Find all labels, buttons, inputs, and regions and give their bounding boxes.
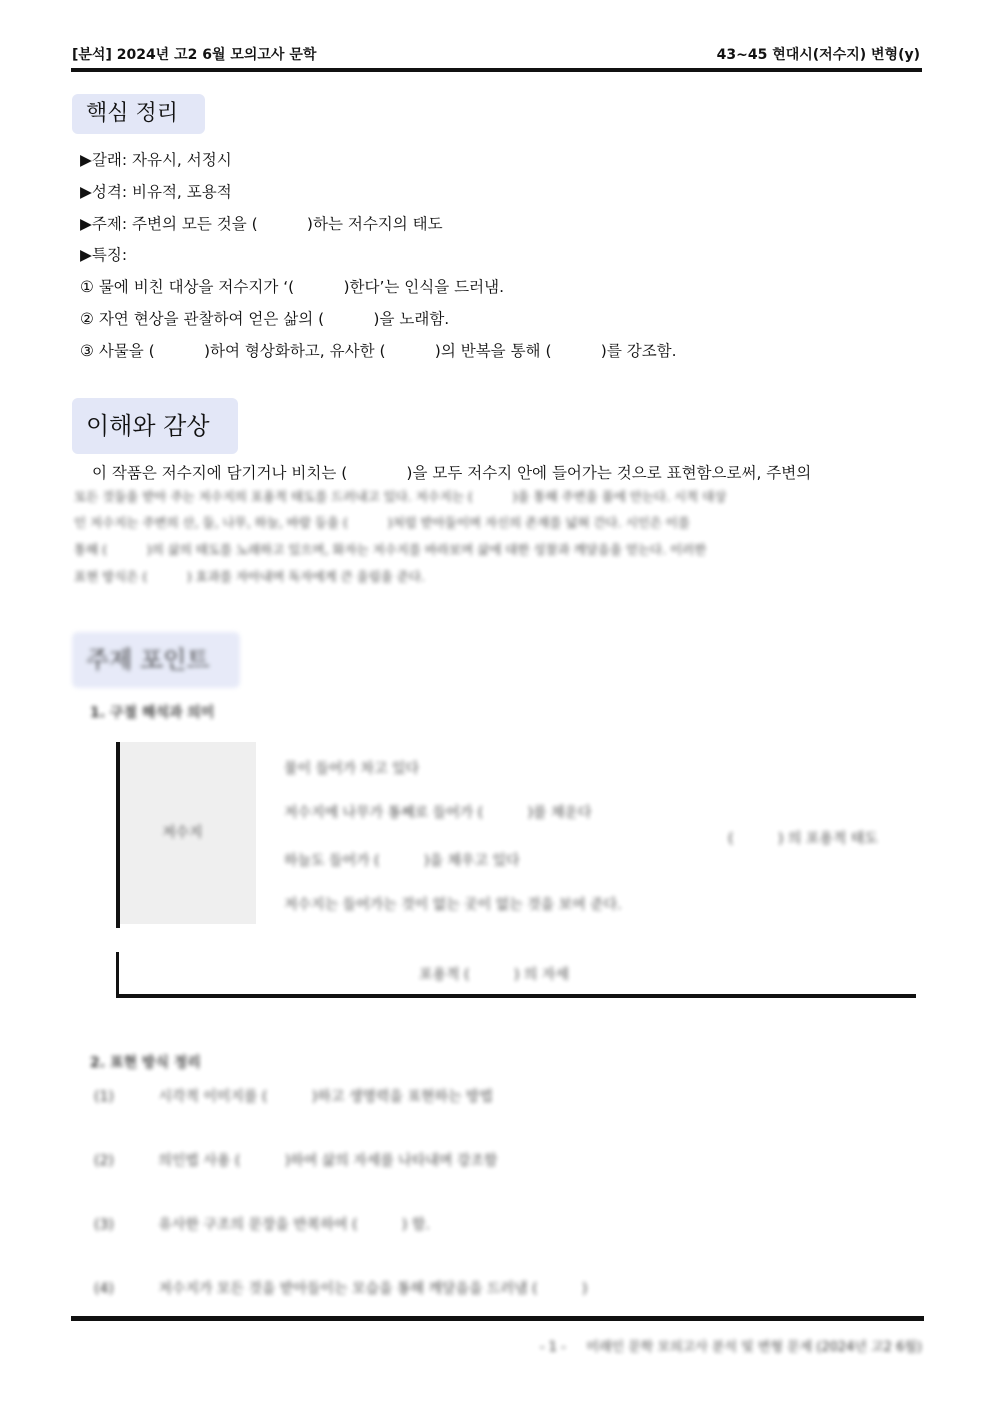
summary-frame: [116, 952, 916, 998]
points-subhead-2: 2. 표현 방식 정리: [90, 1055, 201, 1071]
phrase-analysis-box: [116, 742, 916, 928]
summary-feature-2: ② 자연 현상을 관찰하여 얻은 삶의 ( )을 노래함.: [80, 310, 450, 328]
summary-feature-1: ① 물에 비친 대상을 저수지가 ‘( )한다’는 인식을 드러냄.: [80, 278, 504, 296]
header-right: 43~45 현대시(저수지) 변형(y): [716, 47, 920, 63]
expression-item-1: (1) 시각적 이미지를 ( )하고 생명력을 표현하는 방법: [94, 1089, 493, 1105]
section-title-appreciation: 이해와 감상: [72, 398, 238, 454]
summary-character: ▶성격: 비유적, 포용적: [80, 183, 232, 201]
box-line-3: 하늘도 들어가 ( )을 채우고 있다: [284, 853, 520, 869]
appreciation-line-3: 인 저수지는 주변의 산, 들, 나무, 하늘, 바람 등을 ( )처럼 받아들이며 자신의 존재를 넓혀 간다. 시인은 이를: [74, 515, 690, 530]
appreciation-line-5: 표현 방식은 ( ) 효과를 자아내며 독자에게 큰 울림을 준다.: [74, 569, 425, 584]
footer-rule: [71, 1316, 924, 1321]
section-title-core-summary: 핵심 정리: [72, 94, 205, 134]
expression-item-4: (4) 저수지가 모든 것을 받아들이는 모습을 통해 깨달음을 드러냄 ( ): [94, 1281, 588, 1297]
box-line-1: 물이 들어가 차고 있다: [284, 761, 420, 777]
header-rule: [71, 68, 922, 72]
box-side-note: ( ) 의 포용적 태도: [728, 831, 878, 847]
expression-item-2: (2) 의인법 사용 ( )하여 삶의 자세를 나타내며 강조함: [94, 1153, 498, 1169]
appreciation-line-2: 모든 것들을 받아 주는 저수지의 포용적 태도를 드러내고 있다. 저수지는 ( )을 통해 주변을 품에 안는다. 시적 대상: [74, 489, 727, 504]
box-label: 저수지: [162, 825, 203, 841]
points-subhead-1: 1. 구절 해석과 의미: [90, 705, 215, 721]
summary-features-label: ▶특징:: [80, 246, 128, 264]
summary-theme: ▶주제: 주변의 모든 것을 ( )하는 저수지의 태도: [80, 215, 443, 233]
header-left: [분석] 2024년 고2 6월 모의고사 문학: [72, 47, 317, 63]
appreciation-line-1: 이 작품은 저수지에 담기거나 비치는 ( )을 모두 저수지 안에 들어가는 것으로 표현함으로써, 주변의: [92, 464, 812, 482]
expression-item-3: (3) 유사한 구조의 문장을 반복하여 ( ) 함.: [94, 1217, 430, 1233]
summary-feature-3: ③ 사물을 ( )하여 형상화하고, 유사한 ( )의 반복을 통해 ( )를 강조함.: [80, 342, 677, 360]
box-line-2: 저수지에 나무가 통째로 들어가 ( )를 채운다: [284, 805, 592, 821]
box-label-cell: [120, 742, 256, 924]
summary-frame-text: 포용적 ( ) 의 자세: [419, 967, 569, 983]
box-line-4: 저수지는 들어가는 것이 없는 곳이 없는 것을 보여 준다.: [284, 897, 622, 913]
section-title-points: 주제 포인트: [72, 632, 240, 688]
page-header: [72, 44, 920, 64]
page-footer: - 1 - 미래인 문학 모의고사 분석 및 변형 문제 (2024년 고2 6월): [539, 1340, 922, 1355]
summary-genre: ▶갈래: 자유시, 서정시: [80, 151, 232, 169]
appreciation-line-4: 통해 ( )의 삶의 태도를 노래하고 있으며, 화자는 저수지를 바라보며 삶에 대한 성찰과 깨달음을 얻는다. 이러한: [74, 542, 707, 557]
